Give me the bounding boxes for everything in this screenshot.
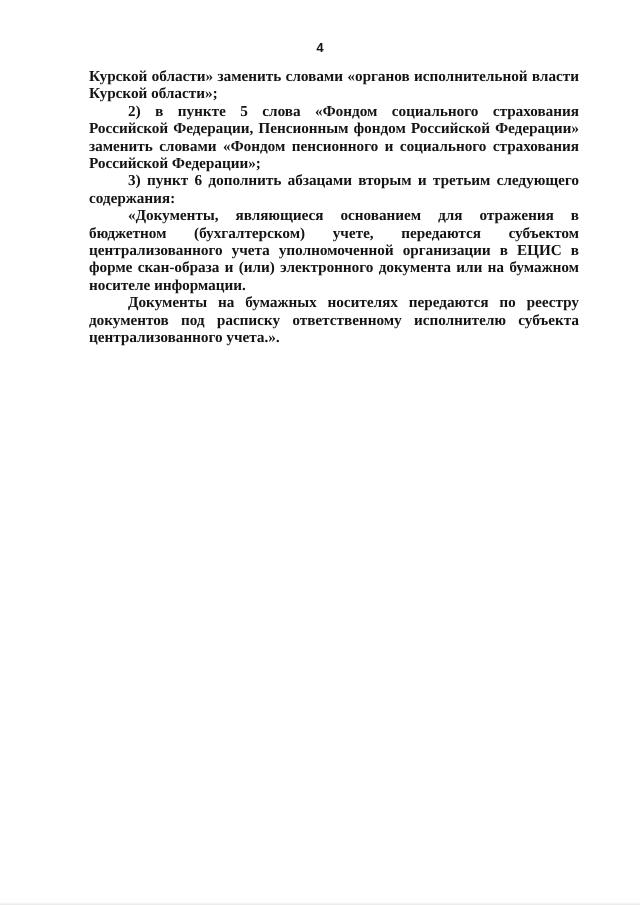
paragraph-item-2: 2) в пункте 5 слова «Фондом социального страхования Российской Федерации, Пенсионным фондом Российской Федерации» заменить словами «Фондом пенсионного и социального страхования Российской Федерации»; xyxy=(89,102,579,173)
paragraph-item-3: 3) пункт 6 дополнить абзацами вторым и третьим следующего содержания: xyxy=(89,172,579,207)
paragraph-quote-documents: «Документы, являющиеся основанием для отражения в бюджетном (бухгалтерском) учете, передаются субъектом централизованного учета уполномоченной организации в ЕЦИС в форме скан-образа и (или) электронного документа или на бумажном носителе информации. xyxy=(89,207,579,294)
paragraph-continuation: Курской области» заменить словами «органов исполнительной власти Курской области»; xyxy=(89,68,579,103)
page-number: 4 xyxy=(316,40,324,55)
paragraph-paper-documents: Документы на бумажных носителях передаются по реестру документов под расписку ответственному исполнителю субъекта централизованного учета.». xyxy=(89,294,579,347)
document-body xyxy=(89,68,579,347)
